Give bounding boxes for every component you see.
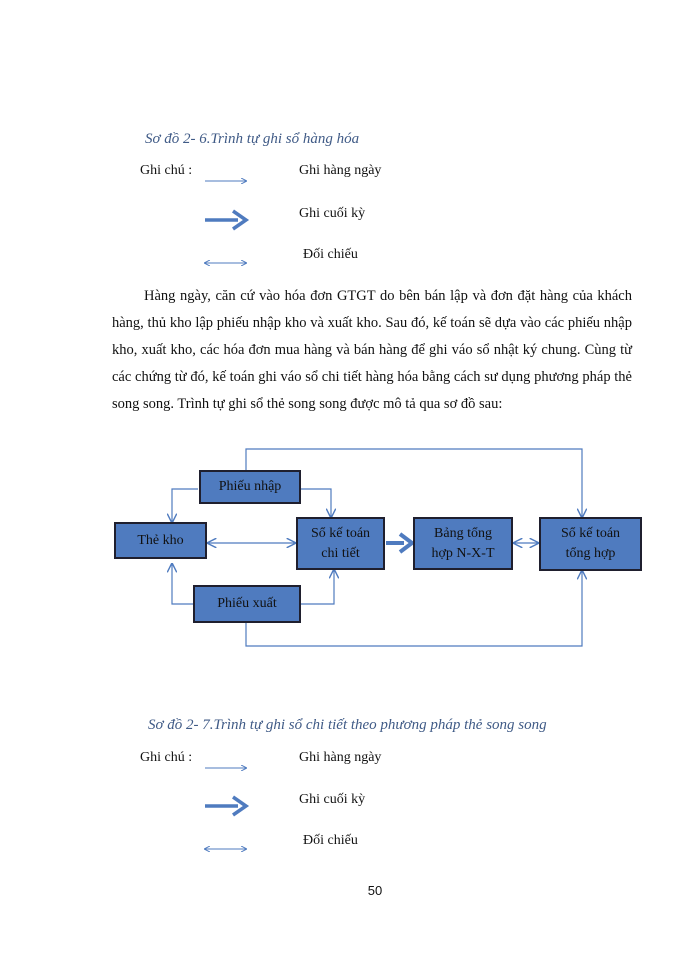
legend-1-end-period-label: Ghi cuối kỳ [299, 206, 366, 221]
legend-2-arrows [0, 700, 700, 880]
node-so-ke-toan-chi-tiet: Sổ kế toán chi tiết [296, 517, 385, 570]
legend-1-reconcile-label: Đối chiếu [303, 247, 358, 262]
legend-1-title: Ghi chú : [140, 163, 193, 178]
legend-1-daily-label: Ghi hàng ngày [299, 163, 382, 178]
legend-2-reconcile-label: Đối chiếu [303, 833, 358, 848]
paragraph-text: Hàng ngày, căn cứ vào hóa đơn GTGT do bên bán lập và đơn đặt hàng của khách hàng, thủ kho lập phiếu nhập kho và xuất kho. Sau đó, kế toán sẽ dựa vào các phiếu nhập kho, xuất kho, các hóa đơn mua hàng và bán hàng để ghi váo sổ nhật ký chung. Cùng từ các chứng từ đó, kế toán ghi váo sổ chi tiết hàng hóa bằng cách sư dụng phương pháp thẻ song song. Trình tự ghi sổ thẻ song song được mô tả qua sơ đồ sau: [112, 288, 632, 412]
node-the-kho: Thẻ kho [114, 522, 207, 559]
arrow-phieu-xuat-to-chi-tiet [301, 570, 334, 604]
legend-2-daily-label: Ghi hàng ngày [299, 750, 382, 765]
figure-2-caption: Sơ đồ 2- 7.Trình tự ghi sổ chi tiết theo phương pháp thẻ song song [148, 717, 547, 733]
figure-1-caption: Sơ đồ 2- 6.Trình tự ghi sổ hàng hóa [145, 131, 360, 147]
node-bang-tong-hop: Bảng tổng hợp N-X-T [413, 517, 513, 570]
node-phieu-nhap: Phiếu nhập [199, 470, 301, 504]
legend-2-end-period-label: Ghi cuối kỳ [299, 792, 366, 807]
arrow-phieu-xuat-to-the-kho [172, 564, 193, 604]
node-so-ke-toan-tong-hop: Sổ kế toán tổng hợp [539, 517, 642, 571]
arrow-phieu-nhap-to-the-kho [172, 489, 198, 522]
node-phieu-xuat: Phiếu xuất [193, 585, 301, 623]
legend-2-title: Ghi chú : [140, 750, 193, 765]
page-number: 50 [367, 883, 383, 898]
legend-2-thick-arrow-icon [205, 797, 246, 815]
arrow-phieu-nhap-to-chi-tiet [301, 489, 331, 517]
